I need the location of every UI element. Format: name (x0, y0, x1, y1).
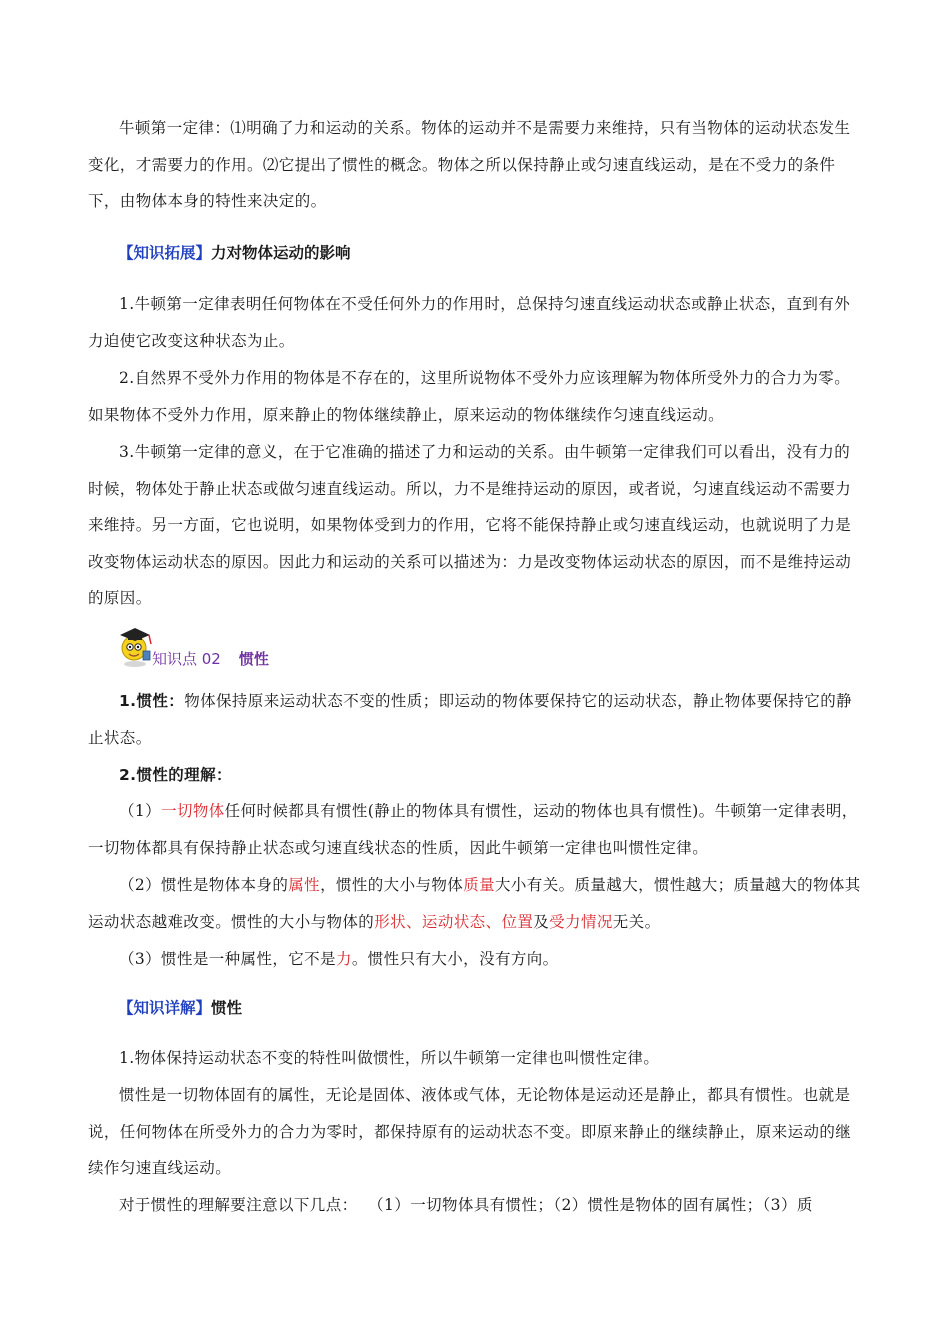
understanding-point-3 (88, 941, 863, 978)
detail-title: 惯性 (211, 999, 243, 1017)
understanding-point-1 (88, 793, 863, 866)
separator-1: 、 (406, 912, 422, 931)
point-2-text-c: 大小有关。质量越大，惯性越大；质量越大的物体其运动状态越难改变。惯性的大小与物体的 (88, 876, 861, 931)
point-2-text-e: 无关。 (612, 912, 661, 931)
scholar-mascot-icon (116, 624, 154, 668)
point-3-text-b: 。惯性只有大小，没有方向。 (351, 950, 559, 968)
extension-paragraph-2: 2.自然界不受外力作用的物体是不存在的，这里所说物体不受外力应该理解为物体所受外力的合力为零。如果物体不受外力作用，原来静止的物体继续静止，原来运动的物体继续作匀速直线运动。 (88, 369, 851, 424)
highlight-force-condition: 受力情况 (549, 912, 613, 931)
extension-title: 力对物体运动的影响 (211, 244, 351, 262)
point-2-text-d: 及 (533, 912, 550, 931)
point-1-text: 任何时候都具有惯性(静止的物体具有惯性，运动的物体也具有惯性)。牛顿第一定律表明，一切物体都具有保持静止状态或匀速直线状态的性质，因此牛顿第一定律也叫惯性定律。 (88, 802, 858, 857)
knowledge-point-label: 知识点 02 (152, 650, 221, 668)
definition-text: 物体保持原来运动状态不变的性质；即运动的物体要保持它的运动状态，静止物体要保持它的静止状态。 (88, 692, 852, 747)
knowledge-extension-heading (118, 241, 351, 265)
understanding-point-2 (88, 867, 863, 940)
knowledge-point-name: 惯性 (238, 650, 269, 668)
point-3-text-a: （3）惯性是一种属性，它不是 (119, 950, 336, 968)
highlight-attribute: 属性 (288, 876, 321, 894)
understanding-label: 2.惯性的理解： (119, 766, 232, 784)
extension-paragraph-1: 1.牛顿第一定律表明任何物体在不受任何外力的作用时，总保持匀速直线运动状态或静止状态，直到有外力迫使它改变这种状态为止。 (88, 295, 851, 350)
inertia-understanding-heading (88, 757, 863, 794)
point-2-text-a: （2）惯性是物体本身的 (119, 876, 289, 894)
highlight-position: 位置 (501, 912, 534, 931)
point-1-number: （1） (119, 802, 162, 820)
inertia-definition (88, 683, 863, 756)
intro-paragraph: 牛顿第一定律：⑴明确了力和运动的关系。物体的运动并不是需要力来维持，只有当物体的运动状态发生变化，才需要力的作用。⑵它提出了惯性的概念。物体之所以保持静止或匀速直线运动，是在不受力的条件下，由物体本身的特性来决定的。 (88, 119, 851, 210)
knowledge-detail-heading (118, 996, 242, 1020)
definition-label: 1.惯性： (119, 692, 185, 710)
highlight-mass: 质量 (463, 876, 495, 894)
detail-paragraph-3: 对于惯性的理解要注意以下几点： （1）一切物体具有惯性；（2）惯性是物体的固有属性；（3）质 (119, 1196, 813, 1214)
detail-paragraph-1: 1.物体保持运动状态不变的特性叫做惯性，所以牛顿第一定律也叫惯性定律。 (119, 1049, 660, 1067)
detail-tag: 【知识详解】 (118, 999, 212, 1017)
highlight-shape: 形状 (374, 912, 407, 931)
highlight-force: 力 (335, 950, 352, 968)
detail-paragraph-2: 惯性是一切物体固有的属性，无论是固体、液体或气体，无论物体是运动还是静止，都具有惯性。也就是说，任何物体在所受外力的合力为零时，都保持原有的运动状态不变。即原来静止的继续静止，原来运动的继续作匀速直线运动。 (88, 1086, 852, 1177)
point-1-highlight: 一切物体 (161, 802, 225, 820)
point-2-text-b: ，惯性的大小与物体 (320, 876, 464, 894)
separator-2: 、 (485, 912, 502, 931)
highlight-motion-state: 运动状态 (421, 912, 486, 931)
extension-tag: 【知识拓展】 (118, 244, 212, 262)
extension-paragraph-3: 3.牛顿第一定律的意义，在于它准确的描述了力和运动的关系。由牛顿第一定律我们可以看出，没有力的时候，物体处于静止状态或做匀速直线运动。所以，力不是维持运动的原因，或者说，匀速直线运动不需要力来维持。另一方面，它也说明，如果物体受到力的作用，它将不能保持静止或匀速直线运动，也就说明了力是改变物体运动状态的原因。因此力和运动的关系可以描述为：力是改变物体运动状态的原因，而不是维持运动的原因。 (88, 443, 852, 607)
knowledge-point-title (152, 648, 269, 670)
